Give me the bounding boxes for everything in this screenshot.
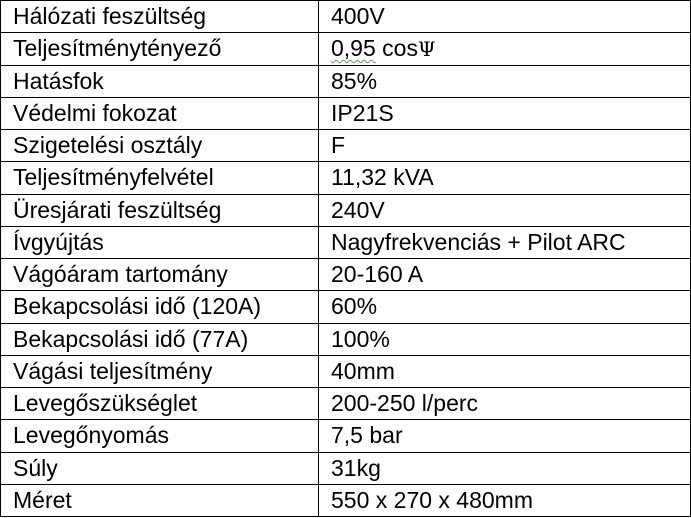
table-row	[1, 323, 691, 355]
spec-value: 400V	[319, 1, 691, 33]
spec-label: Szigetelési osztály	[1, 130, 319, 162]
spec-value: 60%	[319, 291, 691, 323]
spec-label: Teljesítménytényező	[1, 33, 319, 65]
table-row	[1, 420, 691, 452]
table-row	[1, 355, 691, 387]
psi-symbol: Ψ	[417, 36, 436, 61]
table-row	[1, 484, 691, 516]
spec-value: 40mm	[319, 355, 691, 387]
spec-value-unit: cos	[375, 34, 418, 61]
table-row	[1, 130, 691, 162]
spec-label: Levegőszükséglet	[1, 388, 319, 420]
spec-label: Védelmi fokozat	[1, 97, 319, 129]
spec-label: Üresjárati feszültség	[1, 194, 319, 226]
spec-label: Vágóáram tartomány	[1, 259, 319, 291]
table-row	[1, 162, 691, 194]
spec-value: Nagyfrekvenciás + Pilot ARC	[319, 226, 691, 258]
table-row	[1, 33, 691, 65]
table-row	[1, 291, 691, 323]
spec-value: 550 x 270 x 480mm	[319, 484, 691, 516]
spec-label: Bekapcsolási idő (120A)	[1, 291, 319, 323]
spec-value: IP21S	[319, 97, 691, 129]
table-row	[1, 452, 691, 484]
spec-label: Vágási teljesítmény	[1, 355, 319, 387]
spec-value: 31kg	[319, 452, 691, 484]
spec-value	[319, 33, 691, 65]
spec-label: Súly	[1, 452, 319, 484]
spec-value: 240V	[319, 194, 691, 226]
spec-label: Ívgyújtás	[1, 226, 319, 258]
spec-value: 100%	[319, 323, 691, 355]
table-row	[1, 65, 691, 97]
spec-value: 11,32 kVA	[319, 162, 691, 194]
table-row	[1, 1, 691, 33]
spec-label: Bekapcsolási idő (77A)	[1, 323, 319, 355]
spec-label: Levegőnyomás	[1, 420, 319, 452]
spec-label: Hálózati feszültség	[1, 1, 319, 33]
table-row	[1, 259, 691, 291]
spec-value: F	[319, 130, 691, 162]
table-row	[1, 194, 691, 226]
table-row	[1, 388, 691, 420]
table-row	[1, 97, 691, 129]
spec-value: 200-250 l/perc	[319, 388, 691, 420]
table-row	[1, 226, 691, 258]
spec-value-number: 0,95	[331, 34, 376, 61]
spec-value: 20-160 A	[319, 259, 691, 291]
spec-label: Méret	[1, 484, 319, 516]
spec-value: 85%	[319, 65, 691, 97]
spec-label: Teljesítményfelvétel	[1, 162, 319, 194]
spec-value: 7,5 bar	[319, 420, 691, 452]
spec-label: Hatásfok	[1, 65, 319, 97]
